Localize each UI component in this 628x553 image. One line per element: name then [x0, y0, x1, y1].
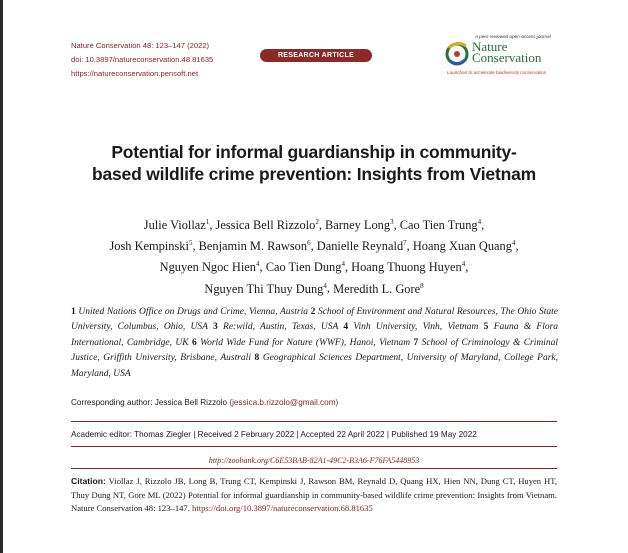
- author: Jessica Bell Rizzolo$^2$: [215, 218, 319, 233]
- author: Barney Long$^3$: [325, 218, 394, 233]
- affiliation-text: School of Environment and Natural Resources, The Ohio State University, Columbus, Ohio, USA: [71, 307, 559, 333]
- logo-name: [472, 41, 541, 63]
- author: Julie Viollaz$^1$: [143, 218, 210, 233]
- zoobank-link[interactable]: http://zoobank.org/C6E53BAB-82A1-49C2-B3A6-F76FA5448953: [208, 456, 420, 465]
- corresponding-label: Corresponding author: Jessica Bell Rizzolo: [71, 398, 228, 407]
- author: Cao Tien Dung$^4$: [265, 260, 345, 275]
- journal-url[interactable]: https://natureconservation.pensoft.net: [71, 69, 199, 78]
- divider: [71, 446, 557, 447]
- author: Josh Kempinski$^5$: [109, 239, 193, 254]
- affiliation-text: Vinh University, Vinh, Vietnam: [353, 322, 479, 333]
- affiliation-text: Re:wild, Austin, Texas, USA: [223, 322, 339, 333]
- author-list: Julie Viollaz$^1$, Jessica Bell Rizzolo$^2$, Barney Long$^3$, Cao Tien Trung$^4$, Josh Kempinski$^5$, Benjamin M. Rawson$^6$, Danielle Reynald$^7$, Hoang Xuan Quang$^4$, Nguyen Ngoc Hien$^4$, Cao Tien Dung$^4$, Hoang Thuong Huyen$^4$, Nguyen Thi Thuy Dung$^4$, Meredith L. Gore$^8$: [109, 218, 519, 296]
- citation-label: Citation:: [71, 476, 106, 486]
- citation-text: Viollaz J, Rizzolo JB, Long B, Trung CT, Kempinski J, Rawson BM, Reynald D, Quang HX, Hien NN, Dung CT, Huyen HT, Thuy Dung NT, Gore ML (2022) Potential for informal guardianship in community-based wildlife crime prevention: Insights from Vietnam. Nature Conservation 48: 123–147.: [71, 476, 558, 514]
- journal-doi[interactable]: doi: 10.3897/natureconservation.48.81635: [71, 55, 214, 64]
- affiliation-text: Fauna & Flora International, Cambridge, UK: [71, 322, 559, 348]
- logo-subtitle: Launched to accelerate biodiversity conservation: [447, 70, 547, 75]
- affiliation-text: World Wide Fund for Nature (WWF), Hanoi, Vietnam: [200, 337, 411, 348]
- author: Cao Tien Trung$^4$: [399, 218, 482, 233]
- author: Hoang Thuong Huyen$^4$: [351, 260, 466, 275]
- editorial-info: Academic editor: Thomas Ziegler | Received 2 February 2022 | Accepted 22 April 2022 | Published 19 May 2022: [71, 430, 477, 439]
- citation-block: [71, 475, 557, 516]
- journal-meta: [71, 39, 213, 81]
- logo-name-line1: Nature: [472, 39, 508, 54]
- affiliation-text: School of Criminology & Criminal Justice, Griffith University, Brisbane, Australi: [71, 337, 559, 364]
- affiliations: 1 United Nations Office on Drugs and Crime, Vienna, Austria 2 School of Environment and Natural Resources, The Ohio State University, Columbus, Ohio, USA 3 Re:wild, Austin, Texas, USA 4 Vinh University, Vinh, Vietnam 5 Fauna & Flora International, Cambridge, UK 6 World Wide Fund for Nature (WWF), Hanoi, Vietnam 7 School of Criminology & Criminal Justice, Griffith University, Brisbane, Australi 8 Geographical Sciences Department, University of Maryland, College Park, Maryland, USA: [71, 307, 559, 379]
- corresponding-email[interactable]: (jessica.b.rizzolo@gmail.com): [229, 398, 339, 407]
- citation-doi-link[interactable]: https://doi.org/10.3897/natureconservation.68.81635: [192, 503, 373, 514]
- title-line-2: based wildlife crime prevention: Insights from Vietnam: [92, 164, 536, 184]
- journal-citation: Nature Conservation 48: 123–147 (2022): [71, 41, 210, 50]
- author: Nguyen Ngoc Hien$^4$: [159, 260, 260, 275]
- author: Hoang Xuan Quang$^4$: [412, 239, 516, 254]
- author: Danielle Reynald$^7$: [316, 239, 407, 254]
- article-type-badge: RESEARCH ARTICLE: [260, 49, 372, 62]
- page-edge: [0, 0, 3, 553]
- divider: [71, 421, 557, 422]
- corresponding-author: [71, 398, 338, 407]
- author: Nguyen Thi Thuy Dung$^4$: [204, 281, 327, 296]
- divider: [71, 468, 557, 469]
- title-line-1: Potential for informal guardianship in community-: [111, 142, 517, 162]
- logo-tagline: A peer-reviewed open-access journal: [475, 34, 551, 39]
- article-title: [60, 141, 568, 185]
- author: Meredith L. Gore$^8$: [333, 281, 424, 296]
- affiliation-text: Geographical Sciences Department, University of Maryland, College Park, Maryland, USA: [71, 353, 559, 379]
- logo-name-line2: Conservation: [472, 50, 542, 65]
- author: Benjamin M. Rawson$^6$: [198, 239, 311, 254]
- affiliation-text: United Nations Office on Drugs and Crime, Vienna, Austria: [78, 307, 308, 317]
